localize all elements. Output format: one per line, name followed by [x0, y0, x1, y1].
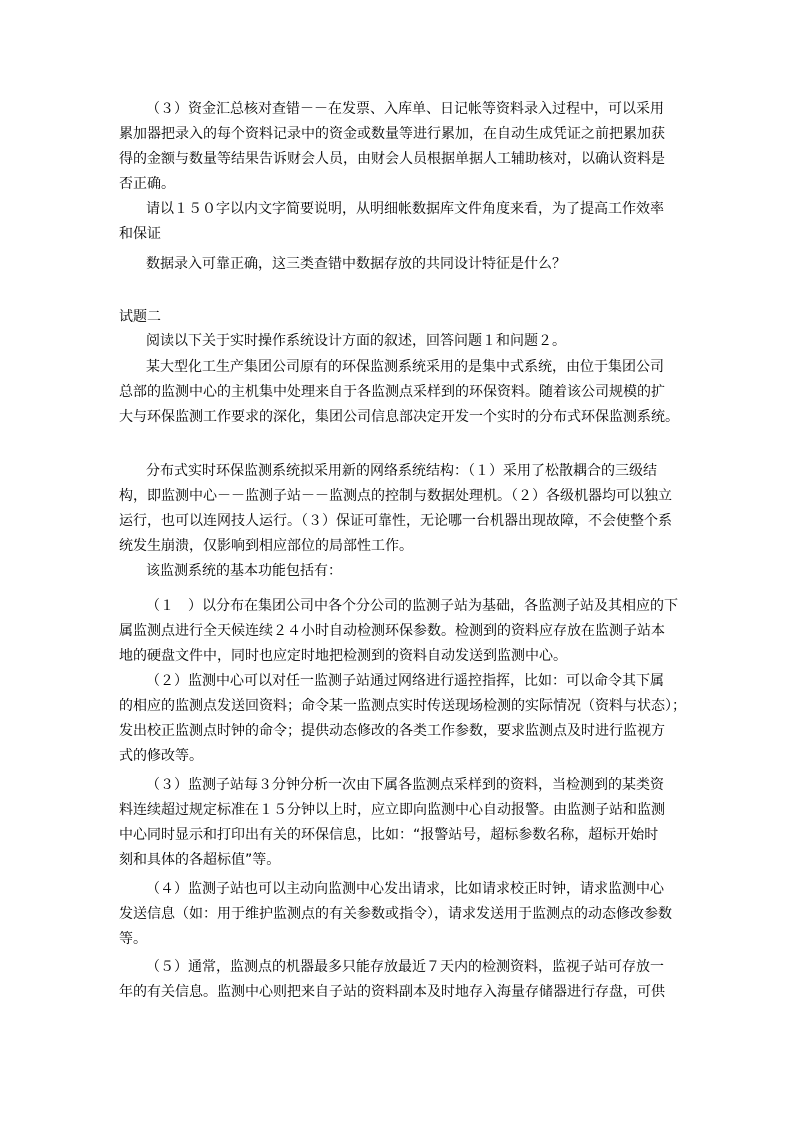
text-line: 运行，也可以连网技人运行。（３）保证可靠性，无论哪一台机器出现故障，不会使整个系 — [119, 513, 672, 529]
text-line: （３）监测子站每３分钟分析一次由下属各监测点采样到的资料，当检测到的某类资 — [146, 777, 664, 793]
text-line: 料连续超过规定标准在１５分钟以上时，应立即向监测中心自动报警。由监测子站和监测 — [119, 802, 665, 818]
text-line: 某大型化工生产集团公司原有的环保监测系统采用的是集中式系统，由位于集团公司 — [146, 359, 664, 375]
text-line: 构，即监测中心－－监测子站－－监测点的控制与数据处理机。（２）各级机器均可以独立 — [119, 488, 672, 504]
text-line: （２）监测中心可以对任一监测子站通过网络进行遥控指挥，比如：可以命令其下属 — [146, 673, 664, 689]
section-heading: 试题二 — [119, 309, 161, 325]
text-line: （１ ）以分布在集团公司中各个分公司的监测子站为基础，各监测子站及其相应的下 — [146, 598, 678, 614]
text-line: 地的硬盘文件中，同时也应定时地把检测到的资料自动发送到监测中心。 — [119, 648, 567, 664]
text-line: 请以１５０字以内文字简要说明，从明细帐数据库文件角度来看，为了提高工作效率 — [146, 201, 664, 217]
text-line: 大与环保监测工作要求的深化，集团公司信息部决定开发一个实时的分布式环保监测系统。 — [119, 409, 679, 425]
text-line: （４）监测子站也可以主动向监测中心发出请求，比如请求校正时钟，请求监测中心 — [146, 881, 664, 897]
text-line: 统发生崩溃，仅影响到相应部位的局部性工作。 — [119, 538, 413, 554]
text-line: 总部的监测中心的主机集中处理来自于各监测点采样到的环保资料。随着该公司规模的扩 — [119, 384, 665, 400]
text-line: 等。 — [119, 931, 147, 947]
text-line: 的相应的监测点发送回资料；命令某一监测点实时传送现场检测的实际情况（资料与状态）； — [119, 698, 686, 714]
text-line: 否正确。 — [119, 176, 175, 192]
text-line: （３）资金汇总核对查错－－在发票、入库单、日记帐等资料录入过程中，可以采用 — [146, 101, 664, 117]
text-line: 累加器把录入的每个资料记录中的资金或数量等进行累加，在自动生成凭证之前把累加获 — [119, 126, 665, 142]
text-line: 和保证 — [119, 226, 161, 242]
text-line: 中心同时显示和打印出有关的环保信息，比如：“报警站号，超标参数名称，超标开始时 — [119, 827, 659, 843]
text-line: 该监测系统的基本功能包括有： — [146, 563, 342, 579]
text-line: 阅读以下关于实时操作系统设计方面的叙述，回答问题１和问题２。 — [146, 333, 566, 349]
text-line: 式的修改等。 — [119, 748, 203, 764]
text-line: 得的金额与数量等结果告诉财会人员，由财会人员根据单据人工辅助核对，以确认资料是 — [119, 151, 665, 167]
text-line: （５）通常，监测点的机器最多只能存放最近７天内的检测资料，监视子站可存放一 — [146, 959, 664, 975]
text-line: 属监测点进行全天候连续２４小时自动检测环保参数。检测到的资料应存放在监测子站本 — [119, 623, 665, 639]
text-line: 发送信息（如：用于维护监测点的有关参数或指令），请求发送用于监测点的动态修改参数 — [119, 906, 672, 922]
text-line: 数据录入可靠正确，这三类查错中数据存放的共同设计特征是什么？ — [146, 256, 566, 272]
text-line: 年的有关信息。监测中心则把来自子站的资料副本及时地存入海量存储器进行存盘，可供 — [119, 984, 665, 1000]
text-line: 发出校正监测点时钟的命令；提供动态修改的各类工作参数，要求监测点及时进行监视方 — [119, 723, 665, 739]
text-line: 刻和具体的各超标值”等。 — [119, 852, 281, 868]
text-line: 分布式实时环保监测系统拟采用新的网络系统结构：（１）采用了松散耦合的三级结 — [146, 463, 657, 479]
